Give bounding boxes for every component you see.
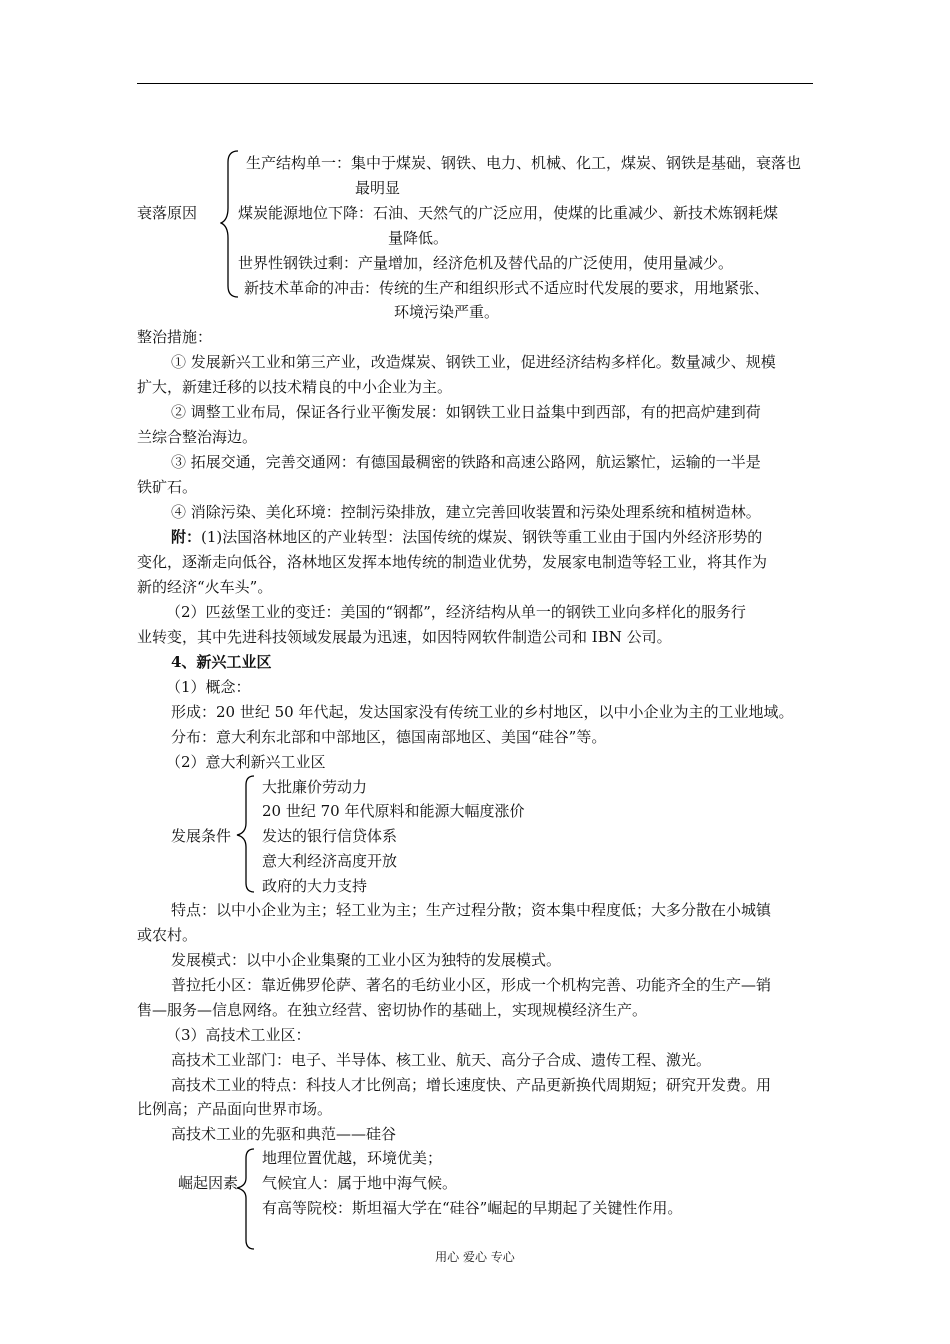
condition-item-3: 发达的银行信贷体系 (262, 827, 398, 845)
measures-heading: 整治措施： (137, 328, 213, 346)
condition-item-1: 大批廉价劳动力 (262, 778, 368, 796)
header-rule (137, 83, 813, 84)
condition-item-4: 意大利经济高度开放 (262, 852, 398, 870)
rise-item-2: 气候宜人：属于地中海气候。 (262, 1174, 458, 1192)
decline-item-2-line2: 量降低。 (388, 229, 449, 247)
conditions-brace (236, 775, 258, 895)
decline-item-4-line1: 新技术革命的冲击：传统的生产和组织形式不适应时代发展的要求，用地紧张、 (244, 279, 770, 297)
formation-text: 形成：20 世纪 50 年代起，发达国家没有传统工业的乡村地区，以中小企业为主的工业地域。 (171, 703, 794, 721)
hightech-features-line1: 高技术工业的特点：科技人才比例高；增长速度快、产品更新换代周期短；研究开发费。用 (171, 1076, 772, 1094)
page-footer: 用心 爱心 专心 (435, 1250, 515, 1264)
prato-line1: 普拉托小区：靠近佛罗伦萨、著名的毛纺业小区，形成一个机构完善、功能齐全的生产—销 (171, 976, 772, 994)
concept-heading: （1）概念： (166, 678, 251, 696)
rise-item-1: 地理位置优越，环境优美； (262, 1149, 443, 1167)
prato-line2: 售—服务—信息网络。在独立经营、密切协作的基础上，实现规模经济生产。 (137, 1001, 648, 1019)
appendix-p2-line2: 业转变，其中先进科技领域发展最为迅速，如因特网软件制造公司和 IBN 公司。 (137, 628, 672, 646)
silicon-valley-line: 高技术工业的先驱和典范——硅谷 (171, 1125, 397, 1143)
section-title: 4、新兴工业区 (171, 653, 272, 671)
appendix-p2-line1: （2）匹兹堡工业的变迁：美国的“钢都”，经济结构从单一的钢铁工业向多样化的服务行 (166, 603, 746, 621)
measure-3-line1: ③ 拓展交通，完善交通网：有德国最稠密的铁路和高速公路网，航运繁忙，运输的一半是 (171, 453, 761, 471)
decline-item-2-line1: 煤炭能源地位下降：石油、天然气的广泛应用，使煤的比重减少、新技术炼钢耗煤 (238, 204, 779, 222)
measure-1-line1: ① 发展新兴工业和第三产业，改造煤炭、钢铁工业，促进经济结构多样化。数量减少、规模 (171, 353, 776, 371)
measure-4: ④ 消除污染、美化环境：控制污染排放，建立完善回收装置和污染处理系统和植树造林。 (171, 503, 761, 521)
decline-brace (220, 150, 242, 300)
appendix-label: 附： (171, 528, 202, 546)
features-line1: 特点：以中小企业为主；轻工业为主；生产过程分散；资本集中程度低；大多分散在小城镇 (171, 901, 772, 919)
measure-2-line2: 兰综合整治海边。 (137, 428, 258, 446)
condition-item-5: 政府的大力支持 (262, 877, 368, 895)
measure-1-line2: 扩大，新建迁移的以技术精良的中小企业为主。 (137, 378, 453, 396)
condition-item-2: 20 世纪 70 年代原料和能源大幅度涨价 (262, 802, 525, 820)
decline-item-1-line1: 生产结构单一：集中于煤炭、钢铁、电力、机械、化工，煤炭、钢铁是基础，衰落也 (246, 154, 802, 172)
distribution-text: 分布：意大利东北部和中部地区，德国南部地区、美国“硅谷”等。 (171, 728, 607, 746)
measure-2-line1: ② 调整工业布局，保证各行业平衡发展：如钢铁工业日益集中到西部，有的把高炉建到荷 (171, 403, 761, 421)
rise-item-3: 有高等院校：斯坦福大学在“硅谷”崛起的早期起了关键性作用。 (262, 1199, 683, 1217)
rise-label: 崛起因素 (178, 1174, 239, 1192)
decline-label: 衰落原因 (137, 204, 198, 222)
measure-3-line2: 铁矿石。 (137, 478, 198, 496)
features-line2: 或农村。 (137, 926, 198, 944)
hightech-sectors: 高技术工业部门：电子、半导体、核工业、航天、高分子合成、遗传工程、激光。 (171, 1051, 712, 1069)
decline-item-4-line2: 环境污染严重。 (394, 303, 500, 321)
appendix-p1-line3: 新的经济“火车头”。 (137, 578, 273, 596)
rise-brace (236, 1148, 258, 1252)
appendix-p1-line1: (1)法国洛林地区的产业转型：法国传统的煤炭、钢铁等重工业由于国内外经济形势的 (201, 528, 763, 546)
appendix-p1-line2: 变化，逐渐走向低谷，洛林地区发挥本地传统的制造业优势，发展家电制造等轻工业，将其作为 (137, 553, 768, 571)
conditions-label: 发展条件 (171, 827, 232, 845)
model-text: 发展模式：以中小企业集聚的工业小区为独特的发展模式。 (171, 951, 562, 969)
italy-heading: （2）意大利新兴工业区 (166, 753, 326, 771)
hightech-heading: （3）高技术工业区： (166, 1026, 311, 1044)
decline-item-3: 世界性钢铁过剩：产量增加，经济危机及替代品的广泛使用，使用量减少。 (238, 254, 734, 272)
decline-item-1-line2: 最明显 (355, 179, 401, 197)
hightech-features-line2: 比例高；产品面向世界市场。 (137, 1100, 333, 1118)
